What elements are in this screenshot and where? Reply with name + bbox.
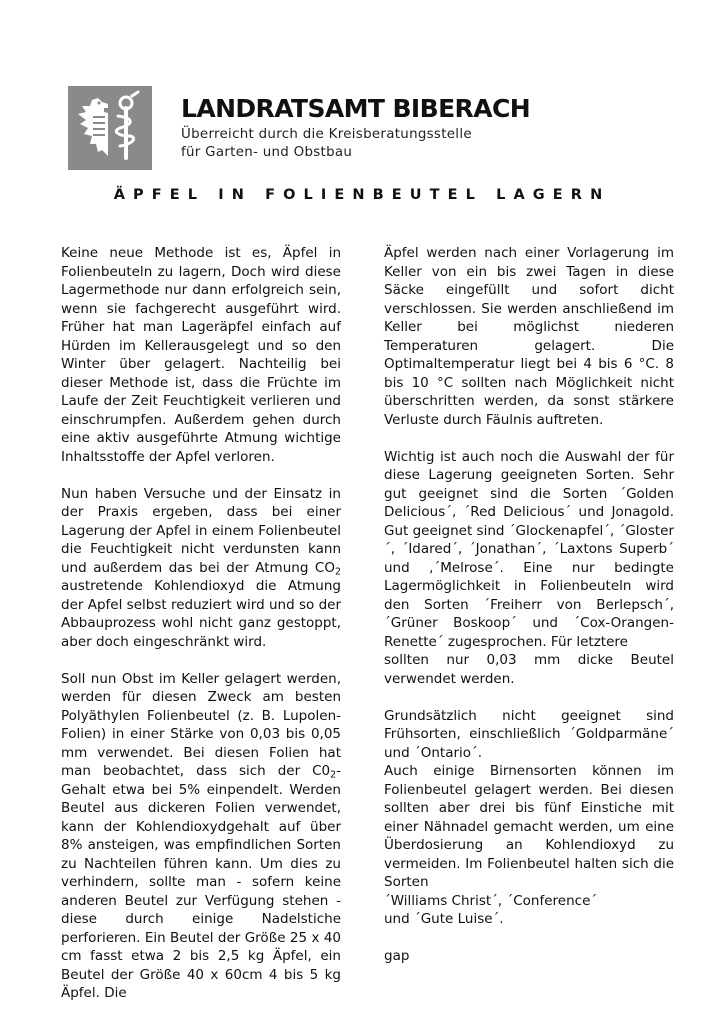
left-text-column: [61, 244, 341, 1003]
text-run: Wichtig ist auch noch die Auswahl der für diese Lagerung geeigneten Sorten. Sehr gut geeignet sind die Sorten ´Golden Delicious´, ´Red Delicious´ und Jonagold. Gut geeignet sind ´Glockenapfel´, ´Gloster´, ´Idared´, ´Jonathan´, ´Laxtons Superb´ und ,´Melrose´. Eine nur bedingte Lagermöglichkeit in Folienbeuteln wird den Sorten ´Freiherr von Berlepsch´, ´Grüner Boskoop´ und ´Cox-Orangen-Renette´ zugesprochen. Für letztere: [384, 448, 674, 650]
subscript: 2: [334, 565, 341, 577]
right-text-column: [384, 244, 674, 966]
organization-subtitle-line1: Überreicht durch die Kreisberatungsstelle: [181, 127, 472, 142]
text-run: ´Williams Christ´, ´Conference´: [384, 892, 598, 909]
coat-of-arms-logo-icon: [68, 86, 152, 170]
paragraph-storage-procedure: Äpfel werden nach einer Vorlagerung im Keller von ein bis zwei Tagen in diese Säcke eingefüllt und sofort dicht verschlossen. Sie werden anschließend im Keller bei möglichst niederen Temperaturen gelagert. Die Optimaltemperatur liegt bei 4 bis 6 °C. 8 bis 10 °C sollten nach Möglichkeit nicht überschritten werden, da sonst stärkere Verluste durch Fäulnis auftreten.: [384, 245, 674, 428]
organization-subtitle-line2: für Garten- und Obstbau: [181, 145, 353, 160]
text-run: Nun haben Versuche und der Einsatz in der Praxis ergeben, dass bei einer Lagerung der Apfel in einem Folienbeutel die Feuchtigkeit nicht verdunsten kann und außerdem das bei der Atmung CO: [61, 485, 341, 576]
text-run: sollten nur 0,03 mm dicke Beutel verwendet werden.: [384, 652, 674, 687]
paragraph-experiments: [61, 485, 341, 652]
text-run: -Gehalt etwa bei 5% einpendelt. Werden Beutel aus dickeren Folien verwendet, kann der Kohlendioxydgehalt auf über 8% ansteigen, was empfindlichen Sorten zu Nachteilen führen kann. Um dies zu verhindern, sollte man - sofern keine anderen Beutel zur Verfügung stehen - diese durch einige Nadelstiche perforieren. Ein Beutel der Größe 25 x 40 cm fasst etwa 2 bis 2,5 kg Äpfel, ein Beutel der Größe 40 x 60cm 4 bis 5 kg Äpfel. Die: [61, 763, 341, 1001]
subscript: 2: [330, 769, 337, 781]
text-run: austretende Kohlendioxyd die Atmung der Apfel selbst reduziert wird und so der Abbauprozess wohl nicht ganz gestoppt, aber doch eingeschränkt wird.: [61, 578, 341, 650]
paragraph-variety-selection: [384, 448, 674, 689]
text-run: Auch einige Birnensorten können im Folienbeutel gelagert werden. Bei diesen sollten aber drei bis fünf Einstiche mit einer Nähnadel gemacht werden, um eine Überdosierung an Kohlendioxyd zu vermeiden. Im Folienbeutel halten sich die Sorten: [384, 763, 674, 890]
text-run: Soll nun Obst im Keller gelagert werden, werden für diesen Zweck am besten Polyäthylen Folienbeutel (z. B. Lupolen-Folien) in einer Stärke von 0,03 bis 0,05 mm verwendet. Bei diesen Folien hat man beobachtet, dass sich der C0: [61, 670, 341, 779]
document-headline: ÄPFEL IN FOLIENBEUTEL LAGERN: [113, 187, 611, 203]
text-run: Grundsätzlich nicht geeignet sind Frühsorten, einschließlich ´Goldparmäne´ und ´Ontario´.: [384, 707, 674, 761]
paragraph-storage-bags: [61, 670, 341, 1003]
paragraph-intro: Keine neue Methode ist es, Äpfel in Folienbeuteln zu lagern, Doch wird diese Lagermethode nur dann erfolgreich sein, wenn sie fachgerecht ausgeführt wird. Früher hat man Lageräpfel einfach auf Hürden im Kellerausgelegt und so den Winter über gelagert. Nachteilig bei dieser Methode ist, dass die Früchte im Laufe der Zeit Feuchtigkeit verlieren und einschrumpfen. Außerdem gehen durch eine aktiv ausgeführte Atmung wichtige Inhaltsstoffe der Apfel verloren.: [61, 245, 341, 465]
organization-name: LANDRATSAMT BIBERACH: [181, 94, 531, 123]
paragraph-unsuitable-varieties: [384, 707, 674, 929]
paragraph-gap: gap: [384, 948, 410, 964]
text-run: und ´Gute Luise´.: [384, 911, 504, 927]
